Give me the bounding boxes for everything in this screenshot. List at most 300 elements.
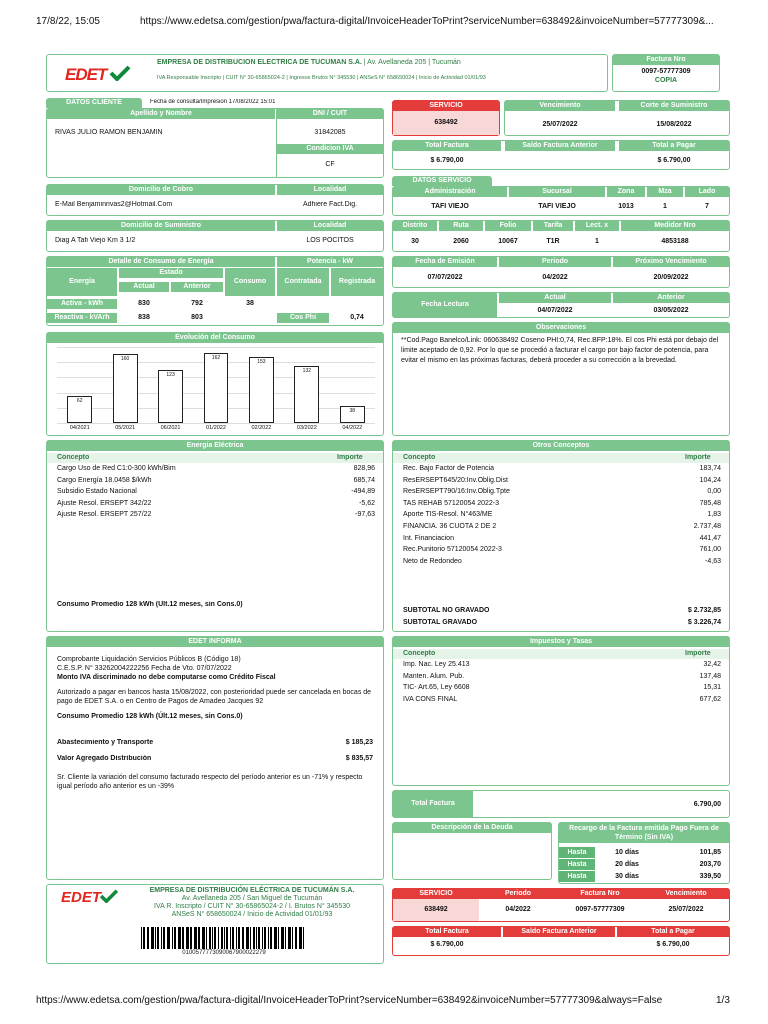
lado-label: Lado [685,187,729,197]
mza-label: Mza [647,187,683,197]
energia-concepto-header: Concepto [57,454,90,461]
deuda-box [392,822,552,880]
lectura-actual-label: Actual [499,293,611,303]
sucursal-label: Sucursal [509,187,605,197]
print-page-number: 1/3 [716,995,730,1006]
totales-box [392,140,730,170]
tarifa-label: Tarifa [533,221,573,231]
chart-plot [57,347,375,423]
importe-text: 15,31 [703,684,721,692]
recargo-dias: 20 días [597,859,657,870]
cliente-iva: CF [325,161,335,168]
admin-label: Administración [393,187,507,197]
barcode-bar [151,927,154,949]
chart-x-tick: 03/2022 [296,425,317,431]
lect-label: Lect. x [575,221,619,231]
concepto-text: Cargo Uso de Red C1:0-300 kWh/Bim [57,465,176,472]
total-factura-box-label: Total Factura [393,791,473,817]
chart-x-tick: 04/2022 [342,425,363,431]
chart-bar-label: 132 [302,367,312,374]
stub-factura-label: Factura Nro [557,889,643,899]
corte-label: Corte de Suministro [619,101,729,111]
sucursal-value: TAFI VIEJO [538,203,576,210]
importe-text: 183,74 [699,465,721,472]
energia-list [57,464,375,534]
chart-bar [294,366,319,423]
otros-conceptos-box [392,440,730,632]
cliente-box [46,108,384,178]
recargo-hasta: Hasta [559,847,595,858]
concepto-text: Imp. Nac. Ley 25.413 [403,661,470,668]
concepto-text: Ajuste Resol. ERSEPT 342/22 [57,499,152,507]
recargo-row [559,871,729,882]
importe-text: 104,24 [699,476,721,484]
prox-venc-label: Próximo Vencimiento [613,257,729,267]
ruta-label: Ruta [439,221,483,231]
mza-value: 1 [663,203,667,210]
folio-label: Folio [485,221,531,231]
total-factura-value: $ 6.790,00 [430,157,464,164]
periodo-label: Periodo [499,257,611,267]
otros-row [403,476,721,486]
otros-conceptos-label: Otros Conceptos [393,441,729,451]
concepto-text: Rec. Bajo Factor de Potencia [403,465,495,472]
importe-text: 32,42 [703,661,721,668]
activa-consumo: 38 [246,300,254,307]
recargo-hasta: Hasta [559,871,595,882]
recargo-dias: 10 días [597,847,657,858]
cosphi-label: Cos Phi [277,313,329,323]
factura-number: 0097-57777309 [641,68,691,75]
impuestos-list [403,660,721,720]
activa-anterior: 792 [191,300,203,307]
informa-line1: Comprobante Liquidación Servicios Públicos B (Código 18) [57,656,241,663]
barcode-bar [163,927,165,949]
chart-x-axis [57,425,375,433]
chart-bar-label: 162 [211,354,221,361]
otros-row [403,464,721,474]
chart-title: Evolución del Consumo [47,333,383,343]
abastecimiento-label: Abastecimiento y Transporte [57,739,154,746]
vencimiento-date: 25/07/2022 [542,121,578,128]
reactiva-actual: 838 [138,314,150,321]
barcode-bar [190,927,192,949]
energia-electrica-label: Energía Eléctrica [47,441,383,451]
otros-row [403,487,721,497]
concepto-text: ResERSEPT645/20:Inv.Oblig.Dist [403,476,508,484]
energia-row [57,510,375,520]
chart-x-tick: 06/2021 [160,425,181,431]
lectura-box [392,292,730,318]
impuestos-importe-header: Importe [685,650,711,657]
tarifa-value: T1R [546,238,560,245]
suministro-localidad: LOS POCITOS [306,237,354,244]
barcode-bar [303,927,304,949]
edet-informa-label: EDET INFORMA [47,637,383,647]
print-url-bottom: https://www.edetsa.com/gestion/pwa/factura-digital/InvoiceHeaderToPrint?serviceNumber=638492&invoiceNumber=57777309&always=False [36,995,663,1006]
barcode-bar [253,927,255,949]
stub-total-label: Total Factura [393,927,501,937]
domicilio-suministro-box [46,220,384,252]
otros-row [403,522,721,532]
importe-text: 137,48 [699,672,721,680]
concepto-text: ResERSEPT790/16:Inv.Oblig.Tpte [403,488,510,496]
distrito-label: Distrito [393,221,437,231]
energia-row [57,476,375,486]
recargo-row [559,847,729,858]
concepto-text: Manten. Alum. Pub. [403,672,465,680]
factura-label: Factura Nro [613,55,719,65]
cosphi-value: 0,74 [350,314,364,321]
concepto-text: Aporte TIS-Resol. N°463/ME [403,511,493,519]
chart-bar [249,357,274,423]
logo-check-icon [109,65,131,81]
barcode-bar [230,927,231,949]
consumo-col-label: Consumo [225,268,275,296]
stub-title: EMPRESA DE DISTRIBUCIÓN ELÉCTRICA DE TUCUMÁN S.A. [149,887,355,894]
company-header [46,54,608,92]
concepto-text: TAS REHAB 57120054 2022-3 [403,499,499,507]
barcode-bar [256,927,257,949]
vad-label: Valor Agregado Distribución [57,755,152,762]
importe-text: 441,47 [699,534,721,542]
distrito-value: 30 [411,238,419,245]
total-factura-box [392,790,730,818]
energia-importe-header: Importe [337,454,363,461]
stub-servicio-label: SERVICIO [393,889,479,899]
stub-factura-value: 0097-57777309 [575,906,625,913]
company-title-row [157,59,461,66]
stub-venc-value: 25/07/2022 [668,906,704,913]
stub-saldo-label: Saldo Factura Anterior [503,927,615,937]
reactiva-anterior: 803 [191,314,203,321]
stub-periodo-label: Periodo [479,889,557,899]
edet-logo: EDET [65,65,107,84]
barcode-bar [295,927,297,949]
anterior-col-label: Anterior [171,282,223,292]
barcode-bar [226,927,228,949]
barcode-bar [258,927,260,949]
total-pagar-value: $ 6.790,00 [657,157,691,164]
barcode-bar [174,927,176,949]
chart-bar-label: 153 [257,358,266,365]
chart-x-tick: 05/2021 [115,425,136,431]
cobro-label: Domicilio de Cobro [47,185,275,195]
stub-line3: ANSeS N° 658650024 / Inicio de Actividad 01/01/93 [171,911,333,918]
informa-line6: Sr. Cliente la variación del consumo facturado respecto del período anterior es un -71% y respecto igual período año anterior es un -39% [57,774,363,790]
cobro-loc-label: Localidad [277,185,383,195]
suministro-loc-label: Localidad [277,221,383,231]
stub-line1: Av. Avellaneda 205 / San Miguel de Tucumán [181,895,323,902]
concepto-text: Rec.Punitorio 57120054 2022-3 [403,546,502,554]
lectura-anterior-label: Anterior [613,293,729,303]
barcode-bar [242,927,244,949]
company-address: | Av. Avellaneda 205 | Tucumán [363,59,461,66]
barcode-bar [270,927,272,949]
observaciones-box [392,322,730,436]
stub-edet-logo: EDET [61,889,102,906]
barcode-bar [143,927,145,949]
barcode-bar [264,927,266,949]
importe-text: 0,00 [707,488,721,496]
barcode-bar [214,927,216,949]
impuesto-row [403,683,721,693]
barcode-bar [281,927,284,949]
chart-bar [67,396,92,423]
importe-text: 677,62 [699,695,721,703]
fecha-lectura-label: Fecha Lectura [393,293,497,317]
barcode-bar [218,927,219,949]
barcode-bar [178,927,181,949]
barcode-bar [236,927,237,949]
edet-informa-box [46,636,384,880]
otros-row [403,545,721,555]
company-tax-line: IVA Responsable Inscripto | CUIT N° 30-65865024-2 | Ingresos Brutos N° 345530 | ANSeS N° 658650024 | Inicio de Actividad 01/01/93 [157,75,486,81]
observaciones-label: Observaciones [393,323,729,333]
barcode-bar [268,927,269,949]
cobro-localidad: Adhiere Fact.Dig. [302,201,358,208]
total-factura-box-value: 6.790,00 [693,801,721,808]
total-factura-label: Total Factura [393,141,501,151]
informa-line2: C.E.S.P. N° 33262004222256 Fecha de Vto. 07/07/2022 [57,665,232,672]
emision-date: 07/07/2022 [427,274,463,281]
saldo-anterior-label: Saldo Factura Anterior [505,141,615,151]
chart-x-tick: 01/2022 [206,425,226,431]
barcode-bar [232,927,234,949]
concepto-text: Neto de Redondeo [403,557,462,565]
concepto-text: Cargo Energía 18.0458 $/kWh [57,476,152,484]
cobro-email: E-Mail Benjaminrivas2@Hotmail.Com [55,201,173,208]
importe-text: 785,48 [699,499,721,507]
total-pagar-label: Total a Pagar [619,141,729,151]
informa-line3: Monto IVA discriminado no debe computarse como Crédito Fiscal [57,674,276,681]
chart-bar [158,370,183,423]
importe-text: -494,89 [351,488,375,496]
consumo-chart-box [46,332,384,436]
company-title: EMPRESA DE DISTRIBUCION ELECTRICA DE TUCUMAN S.A. [157,59,362,66]
importe-text: -5,62 [359,499,375,507]
otros-importe-header: Importe [685,454,711,461]
barcode-bar [288,927,291,949]
barcode [139,927,309,949]
emision-label: Fecha de Emisión [393,257,497,267]
datos-servicio-label: DATOS SERVICIO [392,176,492,186]
energia-row [57,487,375,497]
chart-bar-label: 123 [166,371,175,378]
observaciones-text: **Cod.Pago Banelco/Link: 060638492 Coseno PHI:0,74, Rec.BFP:18%. El cos Phi está por debajo del limite aceptado de 0,92. Por lo que se procedió a facturar el cargo por bajo factor de potencia, para evitar el mismo en las próximas facturas, deberá proceder a su corrección a la brevedad. [401,337,719,364]
stub-pagar-value: $ 6.790,00 [656,941,690,948]
stub-total-value: $ 6.790,00 [430,941,464,948]
impuesto-row [403,672,721,682]
recargo-label: Recargo de la Factura emitida Pago Fuera de Término (Sin IVA) [559,823,729,843]
reactiva-label: Reactiva - kVArh [47,313,117,323]
concepto-text: Ajuste Resol. ERSEPT 257/22 [57,511,152,519]
barcode-bar [278,927,279,949]
impuestos-label: Impuestos y Tasas [393,637,729,647]
chart-bar [340,406,365,423]
stub-totales-box [392,926,730,956]
energia-row [57,499,375,509]
barcode-bar [206,927,207,949]
chart-bar-label: 62 [76,398,83,405]
subtotal-gravado: $ 3.226,74 [687,619,721,626]
stub-line2: IVA R. Inscripto / CUIT N° 30-65865024-2 / I. Brutos N° 345530 [154,903,350,910]
concepto-text: Subsidio Estado Nacional [57,488,137,496]
zona-value: 1013 [618,203,634,210]
fechas-box [392,256,730,288]
barcode-bar [155,927,156,949]
estado-label: Estado [119,268,223,278]
importe-text: 761,00 [699,546,721,554]
importe-text: -97,63 [355,511,375,519]
chart-bar [113,354,138,423]
chart-gridline [57,347,375,348]
datos-servicio-box [392,186,730,216]
barcode-bar [186,927,189,949]
barcode-bar [221,927,223,949]
chart-x-tick: 02/2022 [251,425,272,431]
concepto-text: TIC- Art.65, Ley 6608 [403,684,470,692]
barcode-bar [167,927,170,949]
cliente-dni: 31842085 [314,129,346,136]
otros-list [403,464,721,584]
barcode-bar [198,927,200,949]
suministro-direccion: Diag A Tafi Viejo Km 3 1/2 [55,237,136,244]
prox-venc-date: 20/09/2022 [653,274,689,281]
barcode-bar [172,927,173,949]
concepto-text: Int. Financiacion [403,534,454,542]
vencimiento-label: Vencimiento [505,101,615,111]
folio-value: 10067 [498,238,518,245]
stub-pagar-label: Total a Pagar [617,927,729,937]
activa-actual: 830 [138,300,150,307]
recargo-monto: 203,70 [659,859,729,870]
otros-concepto-header: Concepto [403,454,436,461]
barcode-bar [202,927,205,949]
lect-value: 1 [595,238,599,245]
nombre-label: Apellido y Nombre [47,109,275,119]
corte-date: 15/08/2022 [656,121,692,128]
consumo-box [46,256,384,326]
chart-bar [204,353,229,423]
periodo-value: 04/2022 [542,274,568,281]
datos-cliente-label: DATOS CLIENTE [46,98,142,108]
abastecimiento-value: $ 185,23 [345,739,373,746]
otros-row [403,499,721,509]
chart-x-tick: 04/2021 [69,425,90,431]
recargo-row [559,859,729,870]
impuesto-row [403,695,721,705]
chart-gridline [57,423,375,424]
barcode-bar [250,927,251,949]
dni-label: DNI / CUIT [277,109,383,119]
lectura-actual: 04/07/2022 [537,307,573,314]
chart-bar-label: 160 [120,355,130,362]
recargo-dias: 30 días [597,871,657,882]
barcode-bar [182,927,184,949]
barcode-bar [212,927,213,949]
concepto-text: IVA CONS FINAL [403,695,458,703]
stub-servicio-box [392,888,730,922]
registrada-label: Registrada [331,268,383,296]
importe-text: -4,63 [705,557,721,565]
otros-row [403,510,721,520]
impuesto-row [403,660,721,670]
concepto-text: FINANCIA. 36 CUOTA 2 DE 2 [403,523,497,530]
barcode-bar [194,927,197,949]
energia-col-label: Energía [47,268,117,296]
subtotal-gravado-label: SUBTOTAL GRAVADO [403,619,478,626]
barcode-bar [262,927,263,949]
vad-value: $ 835,57 [345,755,373,762]
importe-text: 685,74 [353,476,375,484]
barcode-bar [274,927,277,949]
stub-servicio-value: 638492 [393,899,479,921]
chart-bar-label: 38 [349,408,356,415]
servicio-number: 638492 [393,111,499,135]
print-datetime: 17/8/22, 15:05 [36,16,100,27]
energia-row [57,464,375,474]
recargo-hasta: Hasta [559,859,595,870]
print-url-top: https://www.edetsa.com/gestion/pwa/factura-digital/InvoiceHeaderToPrint?serviceNumber=638492&invoiceNumber=57777309&... [140,16,714,27]
contratada-label: Contratada [277,268,329,296]
deuda-label: Descripción de la Deuda [393,823,551,833]
medidor-value: 4853188 [661,238,689,245]
lado-value: 7 [705,203,709,210]
stub-company-box [46,884,384,964]
vencimiento-box [504,100,730,136]
cliente-nombre: RIVAS JULIO RAMON BENJAMIN [55,129,163,136]
barcode-bar [209,927,211,949]
factura-box [612,54,720,92]
energia-electrica-box [46,440,384,632]
recargo-monto: 339,50 [659,871,729,882]
recargo-box [558,822,730,884]
suministro-label: Domicilio de Suministro [47,221,275,231]
energia-promedio: Consumo Promedio 128 kWh (Últ.12 meses, sin Cons.0) [57,601,243,608]
barcode-bar [292,927,293,949]
otros-row [403,557,721,567]
barcode-number: 0100577773090067900022279 [182,950,266,956]
fecha-consulta: Fecha de consulta/Impresion 17/08/2022 15:01 [150,99,276,105]
subtotal-no-gravado: $ 2.732,85 [687,607,721,614]
admin-value: TAFI VIEJO [431,203,469,210]
impuestos-concepto-header: Concepto [403,650,436,657]
domicilio-cobro-box [46,184,384,216]
informa-line5: Consumo Promedio 128 kWh (Últ.12 meses, sin Cons.0) [57,713,243,720]
potencia-label: Potencia - kW [277,257,383,267]
servicio-box [392,100,500,136]
factura-copy: COPIA [654,77,678,84]
stub-logo-check-icon [99,889,119,903]
otros-row [403,534,721,544]
actual-col-label: Actual [119,282,169,292]
barcode-bar [238,927,240,949]
barcode-bar [246,927,249,949]
barcode-bar [141,927,142,949]
barcode-bar [224,927,225,949]
barcode-bar [157,927,159,949]
recargo-monto: 101,85 [659,847,729,858]
lectura-anterior: 03/05/2022 [653,307,689,314]
importe-text: 828,96 [353,465,375,472]
subtotal-no-gravado-label: SUBTOTAL NO GRAVADO [403,607,490,614]
consumo-label: Detalle de Consumo de Energía [47,257,275,267]
stub-periodo-value: 04/2022 [505,906,531,913]
impuestos-box [392,636,730,786]
medidor-label: Medidor Nro [621,221,729,231]
informa-line4: Autorizado a pagar en bancos hasta 15/08/2022, con posterioridad puede ser cancelada en bocas de pago de EDET S.A. o en Centro de Pagos de Amadeo Jacques 92 [57,689,372,705]
